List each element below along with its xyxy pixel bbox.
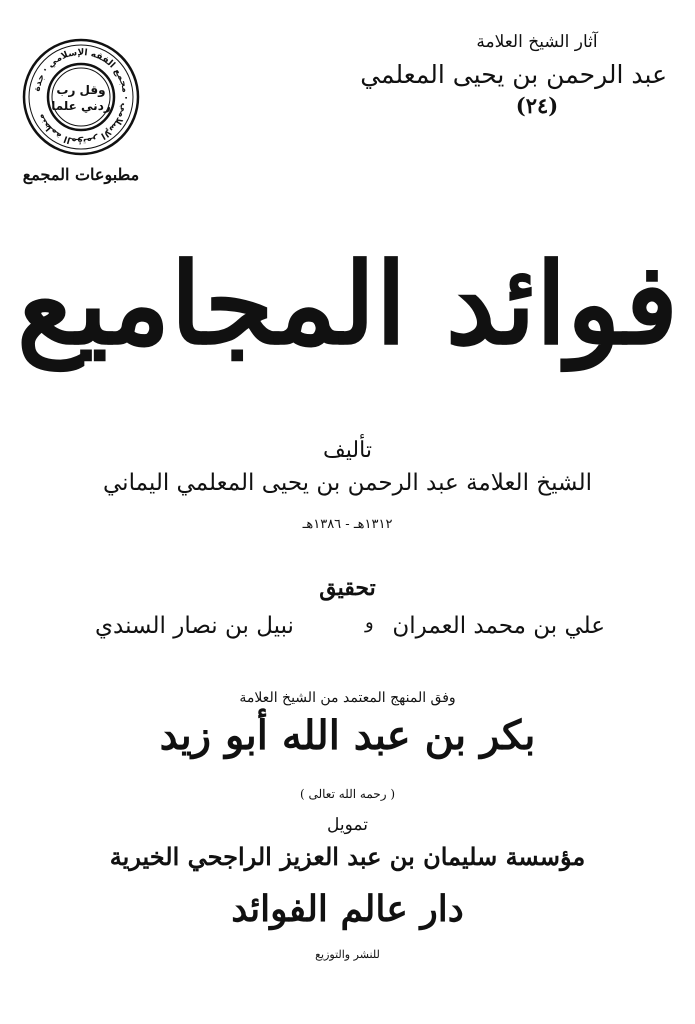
editing-label: تحقيق	[319, 575, 376, 601]
academy-seal-logo	[22, 38, 140, 156]
publisher-name: دار عالم الفوائد	[231, 888, 464, 930]
methodology-honorific: ( رحمه الله تعالى )	[299, 787, 396, 801]
funding-label: تمويل	[327, 815, 368, 835]
authorship-label: تأليف	[323, 438, 372, 463]
author-name: الشيخ العلامة عبد الرحمن بن يحيى المعلمي اليماني	[103, 470, 592, 496]
series-number: (٢٤)	[515, 93, 559, 118]
funder-name: مؤسسة سليمان بن عبد العزيز الراجحي الخيرية	[109, 842, 586, 871]
svg-text:زدني علما: زدني علما	[51, 99, 111, 113]
svg-text:وقل رب: وقل رب	[56, 83, 106, 97]
series-author: عبد الرحمن بن يحيى المعلمي	[360, 60, 667, 89]
seal-caption: مطبوعات المجمع	[22, 165, 140, 184]
editor-2: نبيل بن نصار السندي	[95, 613, 294, 639]
publisher-subtitle: للنشر والتوزيع	[315, 948, 380, 961]
series-label: آثار الشيخ العلامة	[476, 32, 598, 52]
methodology-label: وفق المنهج المعتمد من الشيخ العلامة	[239, 690, 456, 706]
series-header	[360, 32, 667, 118]
book-title: فوائد المجاميع	[16, 239, 679, 370]
methodology-name: بكر بن عبد الله أبو زيد	[159, 712, 536, 759]
editor-1: علي بن محمد العمران	[392, 613, 605, 639]
editor-conjunction: و	[365, 612, 374, 633]
author-dates: ١٣١٢هـ - ١٣٨٦هـ	[302, 517, 393, 532]
svg-text:منظمة المؤتمر الإسلامي · مجمع: منظمة المؤتمر الإسلامي · مجمع الفقه الإسلامي · جدة	[32, 47, 131, 147]
